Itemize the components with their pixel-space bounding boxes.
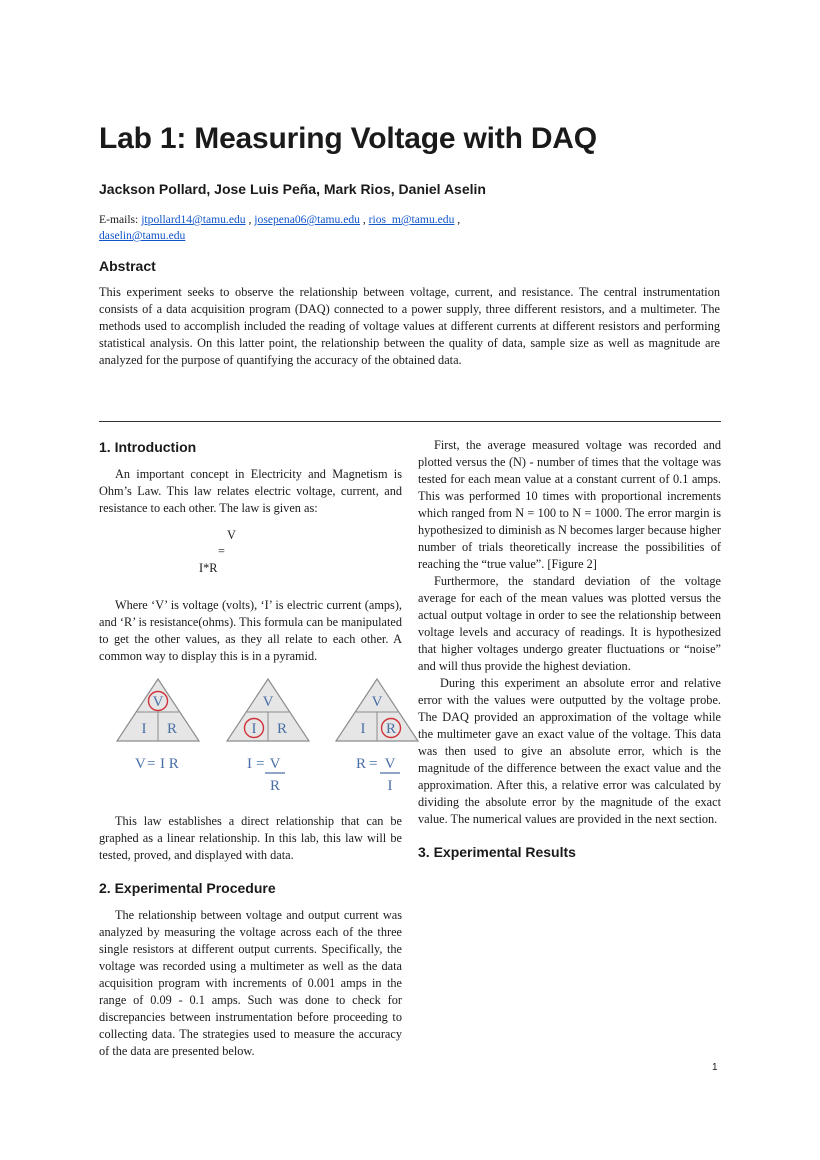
introduction-paragraph-2: Where ‘V’ is voltage (volts), ‘I’ is electric current (amps), and ‘R’ is resistance(ohms). This formula can be manipulated to get the other values, as they all relate to each other. A common way to display this is in a pyramid. — [99, 598, 402, 663]
pyramid-v-equals-ir — [113, 677, 203, 801]
email-separator: , — [457, 213, 461, 226]
author-list: Jackson Pollard, Jose Luis Peña, Mark Rios, Daniel Aselin — [99, 181, 486, 197]
pyramid-i-equals-v-over-r — [223, 677, 313, 801]
svg-text:=: = — [369, 756, 378, 772]
pyramid-equation-denominator: R — [269, 778, 281, 794]
page-number: 1 — [712, 1062, 718, 1073]
procedure-paragraph-4: During this experiment an absolute error and relative error with the values were outputted by the voltage probe. The DAQ provided an approximation of the voltage while the multimeter gave an exact value of the voltage. This data was then used to give an absolute error, which is the magnitude of the difference between the exact value and the approximation. After this, a relative error was calculated by dividing the absolute error by the magnitude of the exact value. The numerical values are provided in the next section. — [418, 676, 721, 826]
pyramid-equation-lhs: V — [135, 756, 146, 772]
email-list — [99, 212, 719, 244]
email-separator: , — [248, 213, 252, 226]
pyramid-equation-denominator: I — [387, 778, 393, 794]
pyramid-top-label: V — [152, 694, 164, 710]
pyramid-equation-lhs: I — [247, 756, 252, 772]
pyramid-equation-numerator: V — [269, 756, 281, 772]
pyramid-r-equals-v-over-i — [332, 677, 422, 801]
left-column — [99, 437, 402, 1060]
pyramid-left-label: I — [360, 721, 366, 737]
abstract-text: This experiment seeks to observe the relationship between voltage, current, and resistance. The central instrumentation consists of a data acquisition program (DAQ) connected to a power supply, three different resistors, and a multimeter. The methods used to accomplish included the reading of voltage values at different currents at different resistors and performing statistical analysis. On this latter point, the relationship between the quality of data, sample size as well as magnitude are analyzed for the purpose of quantifying the accuracy of the obtained data. — [99, 285, 720, 367]
section-divider — [99, 421, 721, 422]
email-link-pena[interactable]: josepena06@tamu.edu — [254, 213, 360, 226]
pyramid-left-label: I — [251, 721, 257, 737]
email-label: E-mails: — [99, 213, 139, 226]
procedure-paragraph-3: Furthermore, the standard deviation of the voltage average for each of the mean values was plotted versus the actual output voltage in order to see the relationship between voltage levels and accuracy of readings. It is hypothesized that higher voltages undergo greater fluctuations or “noise” and will thus provide the highest deviation. — [418, 574, 721, 673]
introduction-paragraph-3: This law establishes a direct relationship that can be graphed as a linear relationship. In this lab, this law will be tested, proved, and displayed with data. — [99, 814, 402, 862]
formula-equals: = — [218, 544, 225, 558]
pyramid-right-label: R — [385, 721, 397, 737]
results-heading: 3. Experimental Results — [418, 844, 576, 860]
introduction-paragraph-1: An important concept in Electricity and Magnetism is Ohm’s Law. This law relates electric voltage, current, and resistance to each other. The law is given as: — [99, 467, 402, 515]
right-column — [418, 437, 721, 871]
procedure-paragraph-1: The relationship between voltage and output current was analyzed by measuring the voltage across each of the three single resistors at different output currents. Specifically, the voltage was recorded using a multimeter as well as the data acquisition program with increments of 0.001 amps in the range of 0.09 - 0.1 amps. Such was done to check for discrepancies between instrumentation before proceeding to collecting data. The strategies used to measure the accuracy of the data are presented below. — [99, 908, 402, 1058]
ohms-law-formula — [99, 527, 402, 587]
svg-text:=: = — [256, 756, 265, 772]
formula-ir: I*R — [199, 561, 218, 575]
pyramid-top-label: V — [262, 694, 274, 710]
pyramid-right-label: R — [166, 721, 178, 737]
procedure-paragraph-2: First, the average measured voltage was recorded and plotted versus the (N) - number of times that the voltage was tested for each mean value at a constant current of 0.1 amps. This was performed 10 times with proportional increments which ranged from N = 100 to N = 1000. The error margin is hypothesized to diminish as N becomes larger because higher number of trials theoretically increase the possibilities of reaching the “true value”. [Figure 2] — [418, 438, 722, 571]
procedure-heading: 2. Experimental Procedure — [99, 880, 276, 896]
pyramid-top-label: V — [371, 694, 383, 710]
formula-v: V — [227, 528, 236, 542]
introduction-heading: 1. Introduction — [99, 439, 197, 455]
pyramid-right-label: R — [276, 721, 288, 737]
pyramid-equation-numerator: V — [384, 756, 396, 772]
pyramid-equation-rhs: I R — [160, 756, 179, 772]
email-separator: , — [362, 213, 366, 226]
pyramid-equation-lhs: R — [356, 756, 367, 772]
email-link-aselin[interactable]: daselin@tamu.edu — [99, 229, 186, 242]
email-link-pollard[interactable]: jtpollard14@tamu.edu — [141, 213, 246, 226]
email-link-rios[interactable]: rios_m@tamu.edu — [368, 213, 455, 226]
abstract-heading: Abstract — [99, 258, 156, 274]
ohms-law-pyramids — [99, 677, 402, 807]
paper-title: Lab 1: Measuring Voltage with DAQ — [99, 122, 597, 155]
pyramid-left-label: I — [141, 721, 147, 737]
svg-text:=: = — [147, 756, 156, 772]
